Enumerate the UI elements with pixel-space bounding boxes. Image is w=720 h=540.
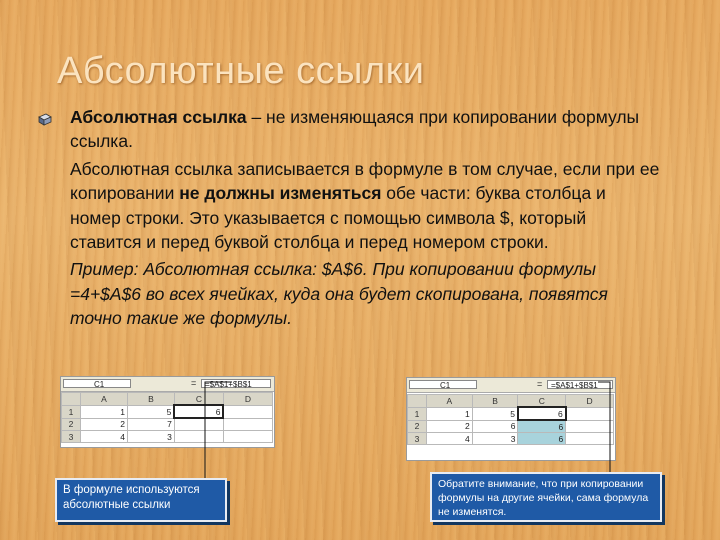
cell[interactable]: 6 bbox=[472, 420, 518, 433]
cell[interactable]: 1 bbox=[81, 405, 128, 418]
explanation-text-1: Абсолютная ссылка записывается в формуле в том случае, если при ее копировании bbox=[70, 158, 660, 204]
row-header[interactable]: 1 bbox=[408, 407, 427, 420]
highlighted-cell[interactable]: 6 bbox=[518, 420, 566, 433]
explanation-text-2: обе части: буква столбца и номер строки. Это указывается с помощью символа $, который ставится и перед буквой столбца и перед номером строки. bbox=[70, 183, 606, 253]
column-header[interactable]: B bbox=[472, 395, 518, 408]
cell[interactable]: 4 bbox=[81, 431, 128, 443]
cell[interactable]: 4 bbox=[427, 433, 473, 445]
cell[interactable]: 7 bbox=[127, 418, 174, 431]
highlighted-cell[interactable]: 6 bbox=[518, 433, 566, 445]
cell[interactable]: 1 bbox=[427, 407, 473, 420]
column-header[interactable]: C bbox=[174, 393, 223, 406]
cell[interactable]: 2 bbox=[427, 420, 473, 433]
explanation-bold: не должны изменяться bbox=[179, 183, 382, 204]
term-bold: Абсолютная ссылка bbox=[70, 107, 247, 127]
column-header[interactable]: A bbox=[427, 395, 473, 408]
formula-input[interactable]: =$A$1+$B$1 bbox=[201, 379, 271, 388]
row-header[interactable]: 2 bbox=[62, 418, 81, 431]
name-box[interactable]: C1 bbox=[63, 379, 131, 388]
name-box[interactable]: C1 bbox=[409, 380, 477, 389]
row-header[interactable]: 1 bbox=[62, 405, 81, 418]
equals-icon: = bbox=[537, 379, 543, 389]
left-leader-line bbox=[205, 382, 232, 488]
column-header[interactable]: B bbox=[127, 393, 174, 406]
example-paragraph: Пример: Абсолютная ссылка: $A$6. При копировании формулы =4+$A$6 во всех ячейках, куда она будет скопирована, появятся точно такие же формулы. bbox=[70, 259, 608, 329]
column-header[interactable]: C bbox=[518, 395, 566, 408]
formula-input[interactable]: =$A$1+$B$1 bbox=[547, 380, 613, 389]
column-header[interactable]: D bbox=[566, 395, 614, 408]
definition-text: – не изменяющаяся при копировании формулы ссылка. bbox=[70, 107, 640, 152]
cell[interactable]: 5 bbox=[472, 407, 518, 420]
cell[interactable]: 2 bbox=[81, 418, 128, 431]
row-header[interactable]: 2 bbox=[408, 420, 427, 433]
column-header[interactable]: D bbox=[223, 393, 272, 406]
cell[interactable]: 3 bbox=[472, 433, 518, 445]
slide-title: Абсолютные ссылки bbox=[57, 50, 425, 92]
cell[interactable]: 5 bbox=[127, 405, 174, 418]
column-header[interactable]: A bbox=[81, 393, 128, 406]
row-header[interactable]: 3 bbox=[408, 433, 427, 445]
cell[interactable]: 3 bbox=[127, 431, 174, 443]
callout-left: В формуле используются абсолютные ссылки bbox=[55, 478, 227, 522]
row-header[interactable]: 3 bbox=[62, 431, 81, 443]
selected-cell[interactable]: 6 bbox=[174, 405, 223, 418]
equals-icon: = bbox=[191, 378, 197, 388]
callout-right: Обратите внимание, что при копировании формулы на другие ячейки, сама формула не изменятся. bbox=[430, 472, 662, 522]
selected-cell[interactable]: 6 bbox=[518, 407, 566, 420]
